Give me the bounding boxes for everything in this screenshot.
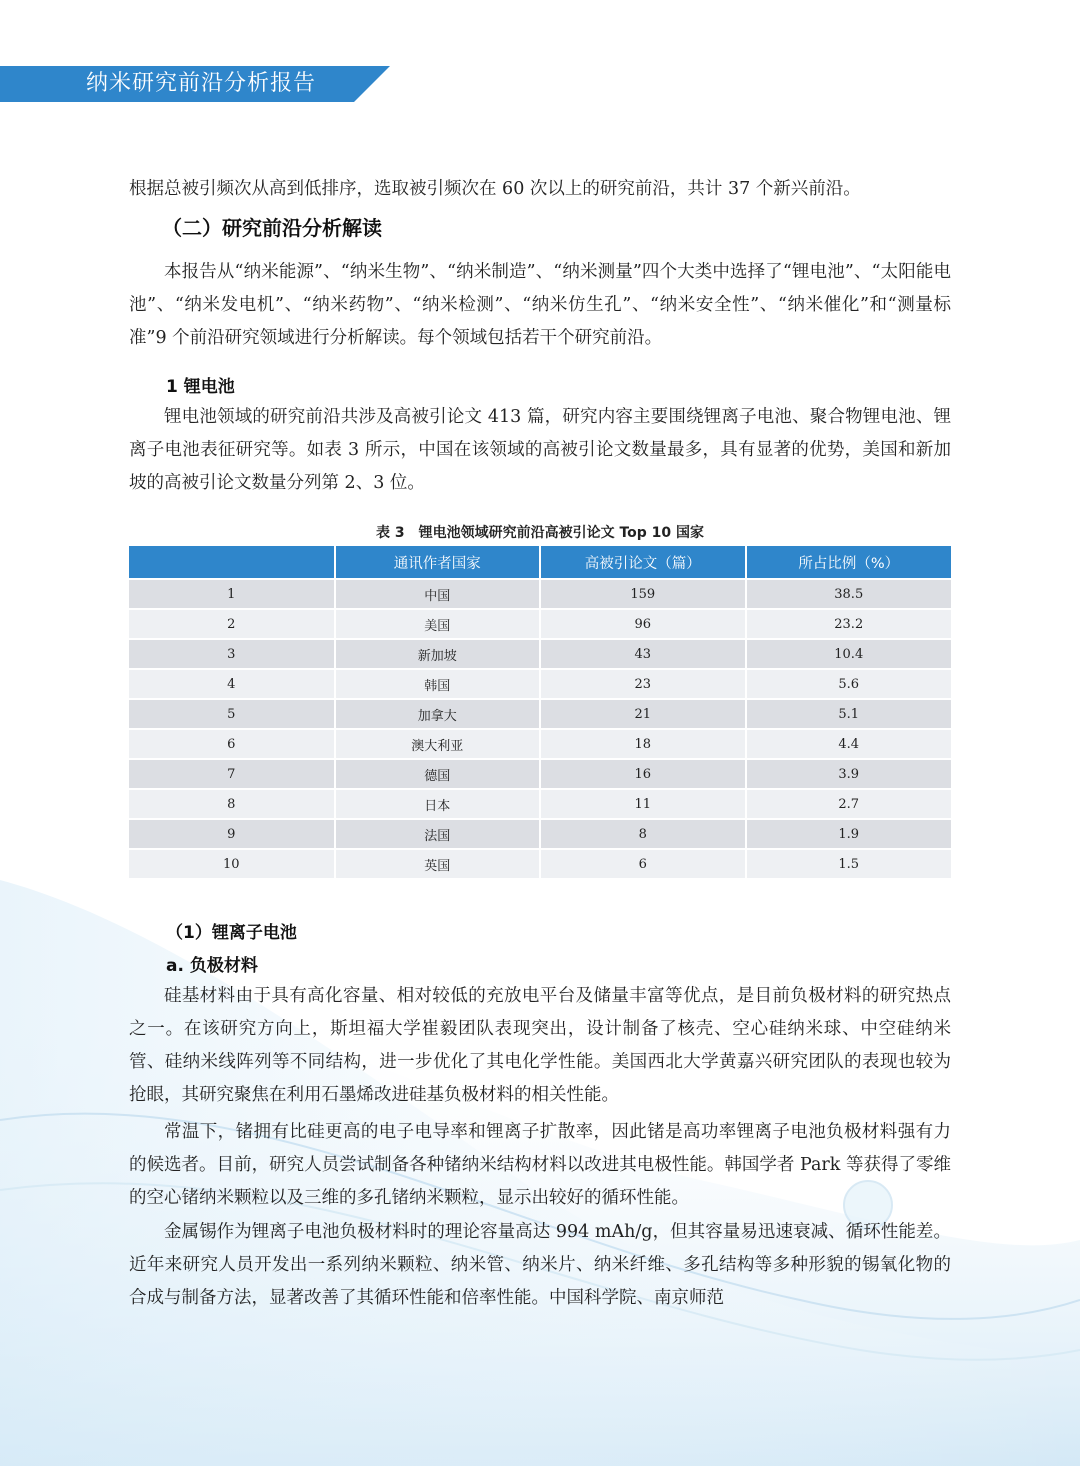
cell-rank: 2 — [129, 609, 335, 639]
subsection-heading-anode: a. 负极材料 — [166, 956, 258, 976]
cell-country: 中国 — [335, 579, 541, 609]
table-row — [129, 849, 951, 878]
cell-country: 日本 — [335, 789, 541, 819]
cell-country: 韩国 — [335, 669, 541, 699]
cell-rank: 10 — [129, 849, 335, 878]
header-cell-papers: 高被引论文（篇） — [540, 546, 746, 579]
cell-papers: 159 — [540, 579, 746, 609]
header-cell-rank — [129, 546, 335, 579]
cell-rank: 7 — [129, 759, 335, 789]
lithium-body-paragraph: 锂电池领域的研究前沿共涉及高被引论文 413 篇，研究内容主要围绕锂离子电池、聚合物锂电池、锂离子电池表征研究等。如表 3 所示，中国在该领域的高被引论文数量最多，具有显著的优势，美国和新加坡的高被引论文数量分列第 2、3 位。 — [129, 407, 951, 493]
header-cell-percentage: 所占比例（%） — [746, 546, 952, 579]
table-row — [129, 669, 951, 699]
cell-rank: 9 — [129, 819, 335, 849]
cell-percentage: 23.2 — [746, 609, 952, 639]
table-row — [129, 759, 951, 789]
cell-percentage: 5.6 — [746, 669, 952, 699]
table-row — [129, 699, 951, 729]
cell-percentage: 1.9 — [746, 819, 952, 849]
cell-rank: 4 — [129, 669, 335, 699]
table-row — [129, 639, 951, 669]
cell-papers: 43 — [540, 639, 746, 669]
cell-percentage: 38.5 — [746, 579, 952, 609]
top10-countries-table — [129, 546, 951, 878]
section-body-paragraph: 本报告从“纳米能源”、“纳米生物”、“纳米制造”、“纳米测量”四个大类中选择了“锂电池”、“太阳能电池”、“纳米发电机”、“纳米药物”、“纳米检测”、“纳米仿生孔”、“纳米安全性”、“纳米催化”和“测量标准”9 个前沿研究领域进行分析解读。每个领域包括若干个研究前沿。 — [129, 262, 951, 348]
cell-papers: 23 — [540, 669, 746, 699]
cell-papers: 16 — [540, 759, 746, 789]
cell-percentage: 4.4 — [746, 729, 952, 759]
cell-papers: 6 — [540, 849, 746, 878]
table-header-row — [129, 546, 951, 579]
section-heading: （二）研究前沿分析解读 — [162, 216, 382, 240]
table-row — [129, 609, 951, 639]
table-row — [129, 729, 951, 759]
anode-paragraph-tin: 金属锡作为锂离子电池负极材料时的理论容量高达 994 mAh/g，但其容量易迅速衰减、循环性能差。近年来研究人员开发出一系列纳米颗粒、纳米管、纳米片、纳米纤维、多孔结构等多种形貌的锡氧化物的合成与制备方法，显著改善了其循环性能和倍率性能。中国科学院、南京师范 — [129, 1222, 951, 1308]
header-title: 纳米研究前沿分析报告 — [86, 71, 317, 96]
cell-country: 法国 — [335, 819, 541, 849]
cell-country: 新加坡 — [335, 639, 541, 669]
table-row — [129, 579, 951, 609]
cell-rank: 8 — [129, 789, 335, 819]
subsection-heading-lithium: 1 锂电池 — [166, 377, 235, 397]
cell-papers: 96 — [540, 609, 746, 639]
cell-country: 英国 — [335, 849, 541, 878]
table-caption: 表 3 锂电池领域研究前沿高被引论文 Top 10 国家 — [375, 525, 705, 541]
cell-papers: 21 — [540, 699, 746, 729]
cell-country: 美国 — [335, 609, 541, 639]
cell-percentage: 1.5 — [746, 849, 952, 878]
cell-papers: 8 — [540, 819, 746, 849]
cell-country: 加拿大 — [335, 699, 541, 729]
cell-rank: 1 — [129, 579, 335, 609]
cell-percentage: 3.9 — [746, 759, 952, 789]
anode-paragraph-germanium: 常温下，锗拥有比硅更高的电子电导率和锂离子扩散率，因此锗是高功率锂离子电池负极材料强有力的候选者。目前，研究人员尝试制备各种锗纳米结构材料以改进其电极性能。韩国学者 Park 等获得了零维的空心锗纳米颗粒以及三维的多孔锗纳米颗粒，显示出较好的循环性能。 — [129, 1122, 951, 1208]
cell-percentage: 2.7 — [746, 789, 952, 819]
cell-percentage: 10.4 — [746, 639, 952, 669]
anode-paragraph-silicon: 硅基材料由于具有高化容量、相对较低的充放电平台及储量丰富等优点，是目前负极材料的研究热点之一。在该研究方向上，斯坦福大学崔毅团队表现突出，设计制备了核壳、空心硅纳米球、中空硅纳米管、硅纳米线阵列等不同结构，进一步优化了其电化学性能。美国西北大学黄嘉兴研究团队的表现也较为抢眼，其研究聚焦在利用石墨烯改进硅基负极材料的相关性能。 — [129, 986, 951, 1105]
table-row — [129, 789, 951, 819]
cell-country: 德国 — [335, 759, 541, 789]
cell-papers: 18 — [540, 729, 746, 759]
cell-papers: 11 — [540, 789, 746, 819]
table-row — [129, 819, 951, 849]
cell-rank: 6 — [129, 729, 335, 759]
subsection-heading-li-ion: （1）锂离子电池 — [166, 923, 297, 943]
header-cell-country: 通讯作者国家 — [335, 546, 541, 579]
cell-country: 澳大利亚 — [335, 729, 541, 759]
cell-rank: 5 — [129, 699, 335, 729]
cell-rank: 3 — [129, 639, 335, 669]
intro-paragraph: 根据总被引频次从高到低排序，选取被引频次在 60 次以上的研究前沿，共计 37 个新兴前沿。 — [129, 179, 861, 199]
cell-percentage: 5.1 — [746, 699, 952, 729]
